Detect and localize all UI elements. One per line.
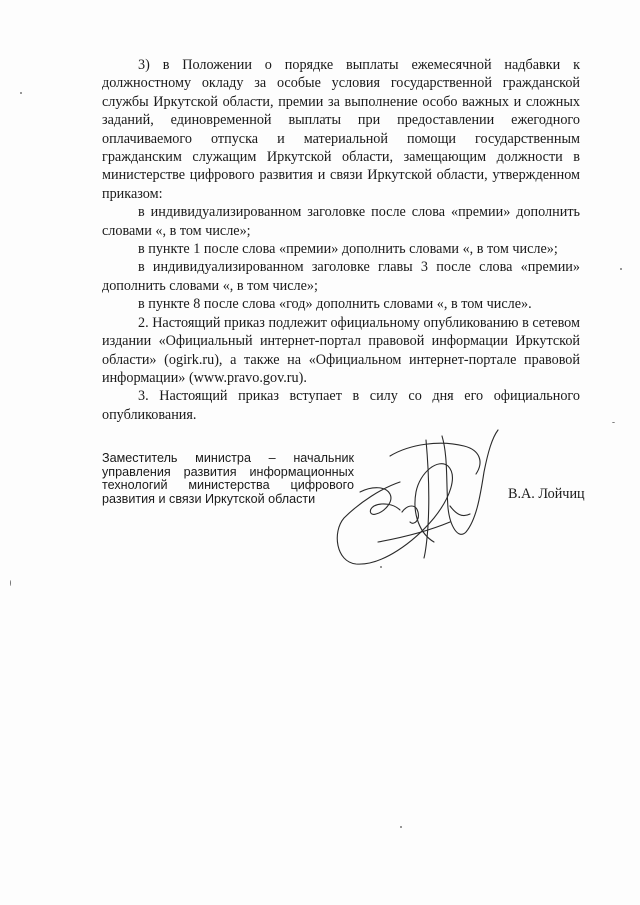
scan-speck: [380, 566, 382, 568]
handwritten-signature: [330, 422, 520, 582]
scan-speck: [20, 92, 22, 94]
paragraph-item-3-amendments: 3) в Положении о порядке выплаты ежемесячной надбавки к должностному окладу за особые условия государственной гражданской службы Иркутской области, премии за выполнение особо важных и сложных заданий, единовременной выплаты при предоставлении ежегодного оплачиваемого отпуска и материальной помощи государственным гражданским служащим Иркутской области, замещающим должности в министерстве цифрового развития и связи Иркутской области, утвержденном приказом:: [102, 57, 580, 202]
signer-position: Заместитель министра – начальник управления развития информационных технологий министерства цифрового развития и связи Иркутской области: [102, 451, 354, 506]
paragraph-clause-8-amendment: в пункте 8 после слова «год» дополнить словами «, в том числе».: [138, 296, 532, 313]
scan-speck: [620, 268, 622, 270]
document-body: [102, 56, 580, 424]
scan-speck: [10, 580, 11, 586]
paragraph-chapter-3-amendment: в индивидуализированном заголовке главы 3 после слова «премии» дополнить словами «, в том числе»;: [102, 259, 580, 294]
paragraph-heading-amendment: в индивидуализированном заголовке после слова «премии» дополнить словами «, в том числе»;: [102, 204, 580, 239]
scan-speck: [612, 422, 615, 423]
scan-speck: [400, 826, 402, 828]
signer-name: В.А. Лойчиц: [508, 486, 585, 502]
paragraph-entry-into-force: 3. Настоящий приказ вступает в силу со дня его официального опубликования.: [102, 388, 580, 423]
paragraph-clause-1-amendment: в пункте 1 после слова «премии» дополнить словами «, в том числе»;: [138, 241, 558, 258]
paragraph-publication: 2. Настоящий приказ подлежит официальному опубликованию в сетевом издании «Официальный интернет-портал правовой информации Иркутской области» (ogirk.ru), а также на «Официальном интернет-портале правовой информации» (www.pravo.gov.ru).: [102, 314, 580, 386]
